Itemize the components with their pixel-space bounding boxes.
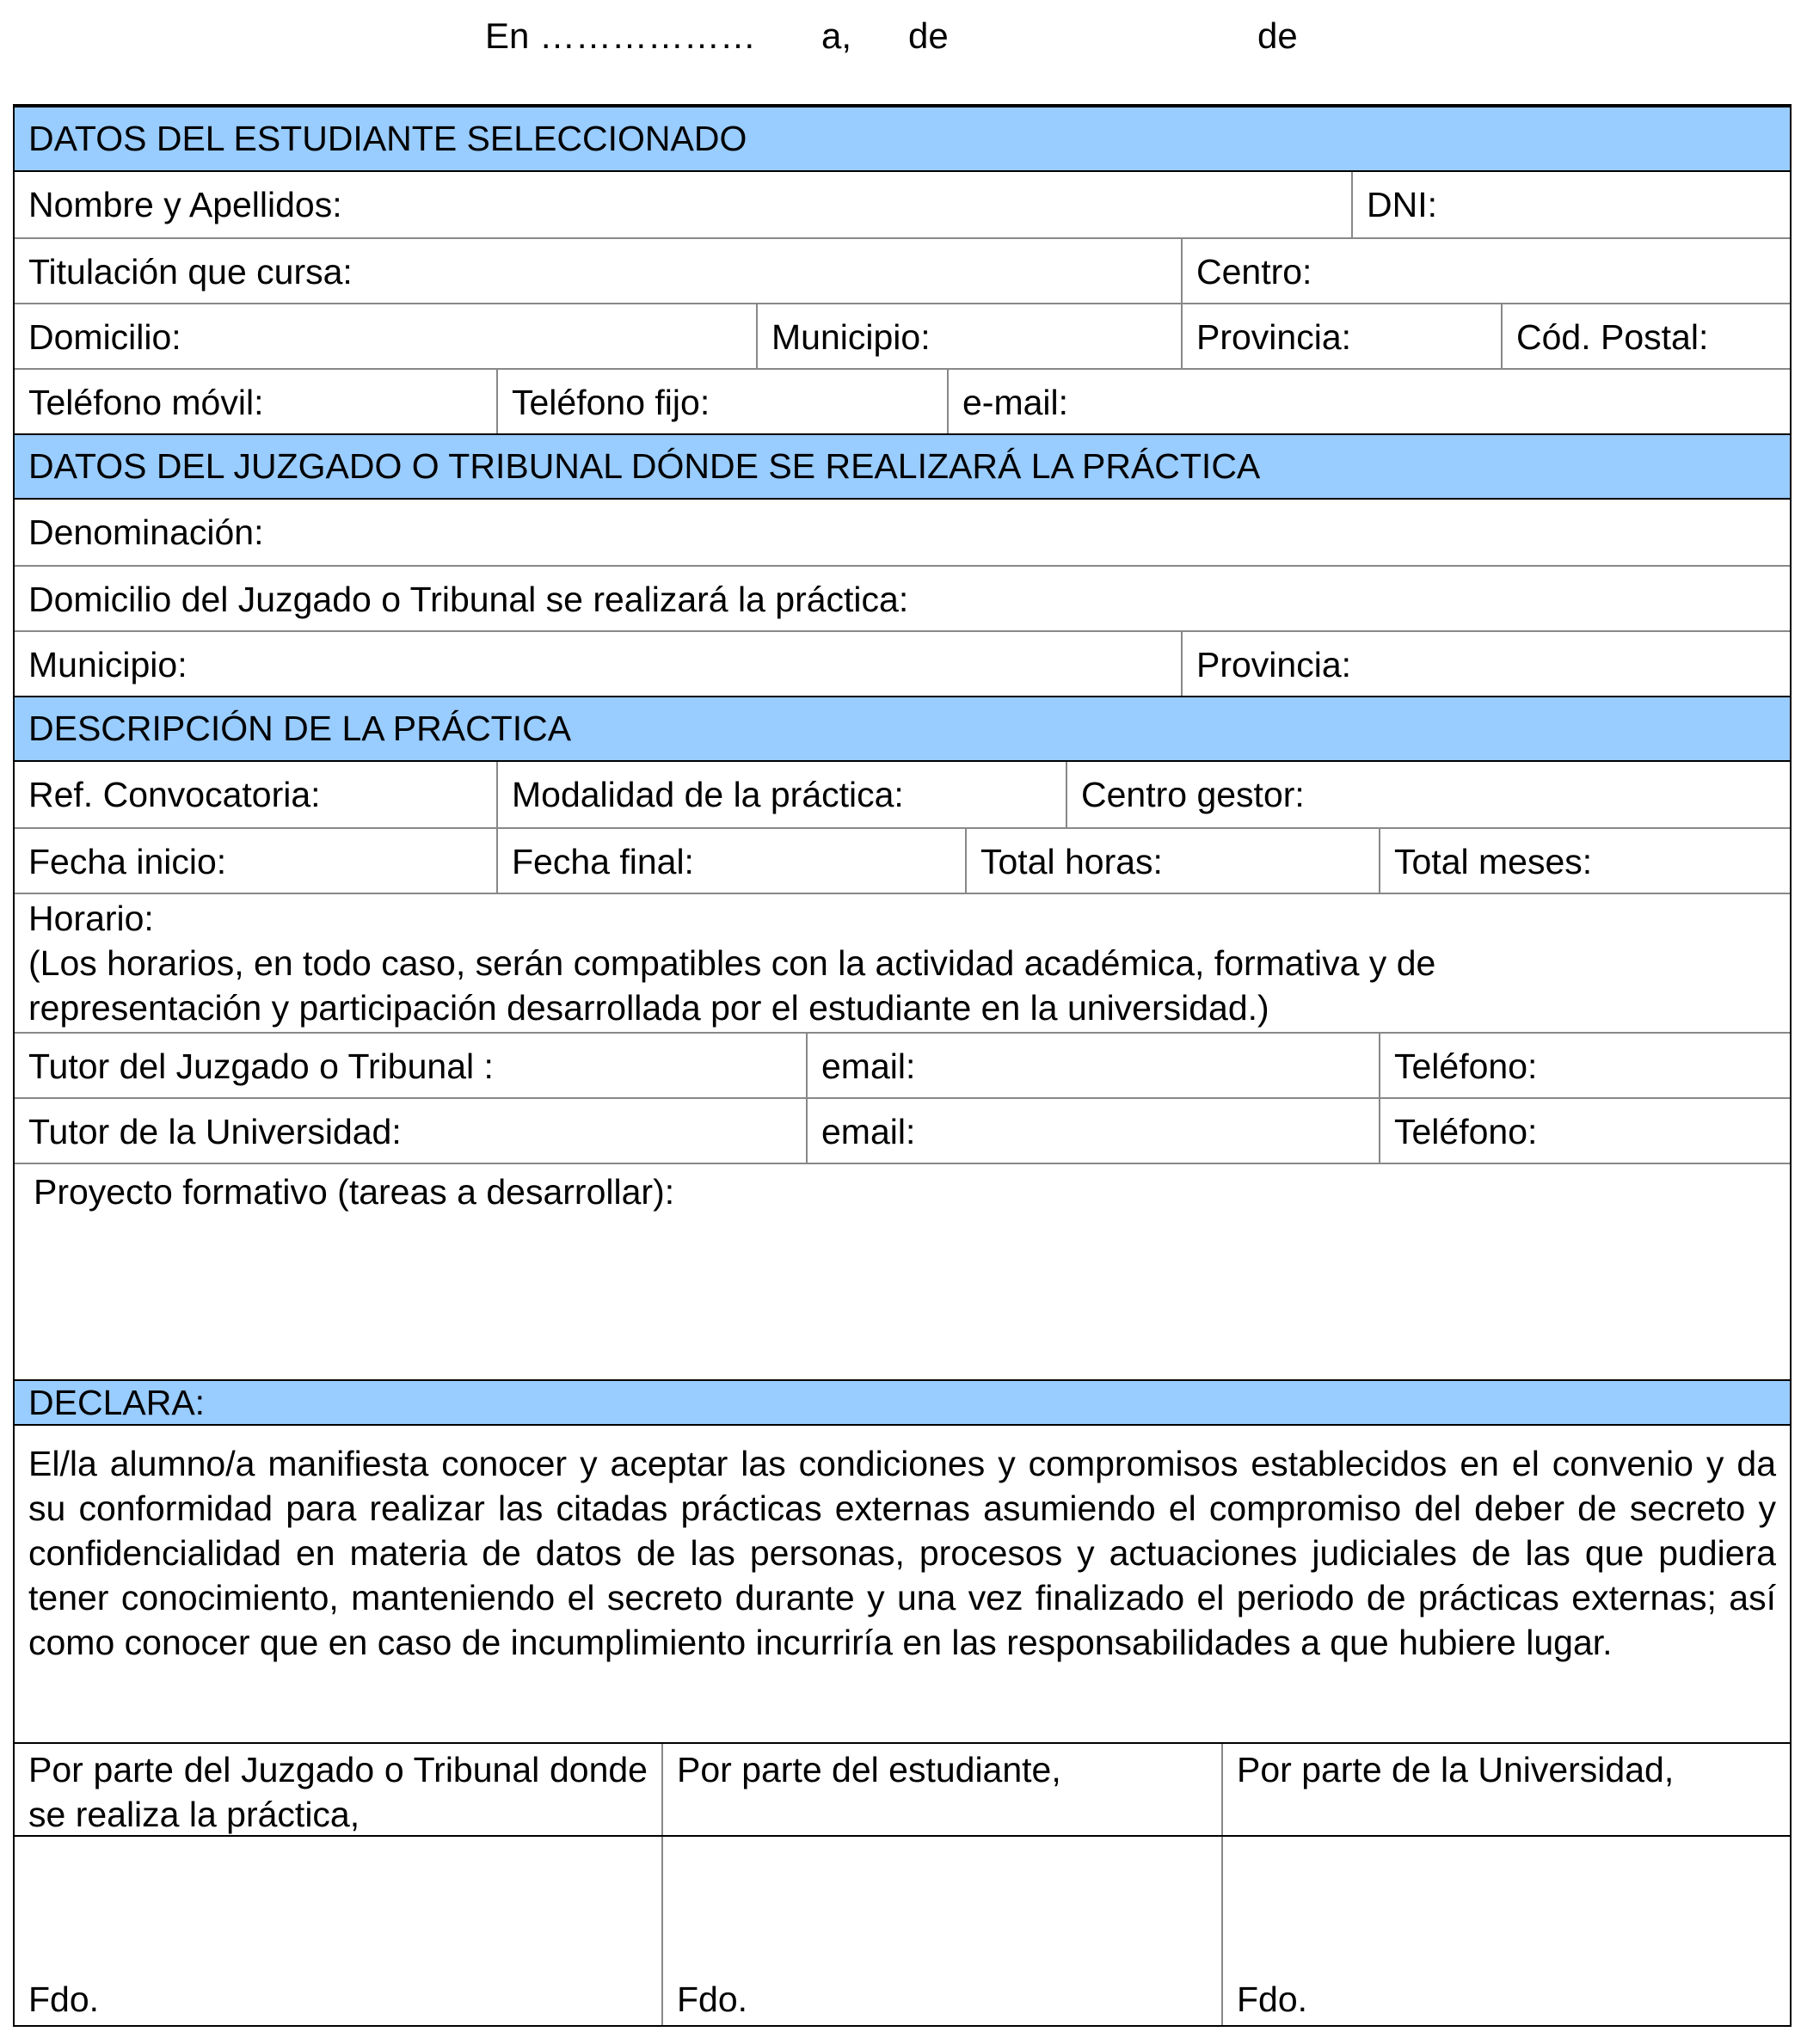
court-address-field[interactable]: Domicilio del Juzgado o Tribunal se realizará la práctica:	[28, 580, 909, 619]
date-de-2: de	[1257, 15, 1298, 56]
project-field[interactable]: Proyecto formativo (tareas a desarrollar):	[34, 1172, 675, 1212]
court-tutor-field[interactable]: Tutor del Juzgado o Tribunal :	[28, 1047, 494, 1086]
municipality-field[interactable]: Municipio:	[756, 304, 1181, 368]
declara-section-header	[15, 1379, 1790, 1426]
court-section-header	[15, 433, 1790, 500]
schedule-note-line-2: representación y participación desarrollada por el estudiante en la universidad.)	[28, 988, 1269, 1028]
student-section-header	[15, 106, 1790, 172]
schedule-field[interactable]	[15, 894, 1790, 1032]
managing-centre-field[interactable]: Centro gestor:	[1066, 762, 1790, 827]
schedule-label: Horario:	[28, 899, 154, 938]
fdo-university: Fdo.	[1237, 1980, 1308, 2019]
centre-field[interactable]: Centro:	[1181, 239, 1790, 303]
practice-row-schedule	[15, 893, 1790, 1032]
signature-court-label: Por parte del Juzgado o Tribunal donde se realiza la práctica,	[28, 1750, 648, 1834]
total-months-field[interactable]: Total meses:	[1379, 829, 1790, 893]
court-row-address	[15, 565, 1790, 630]
signature-header-row	[15, 1742, 1790, 1835]
uni-tutor-field[interactable]: Tutor de la Universidad:	[28, 1112, 402, 1151]
signature-student-label: Por parte del estudiante,	[661, 1744, 1221, 1835]
address-field[interactable]: Domicilio:	[28, 317, 181, 357]
court-province-field[interactable]: Provincia:	[1181, 632, 1790, 696]
practice-row-project	[15, 1163, 1790, 1379]
section-title: DATOS DEL ESTUDIANTE SELECCIONADO	[28, 119, 747, 158]
degree-field[interactable]: Titulación que cursa:	[28, 252, 353, 292]
uni-tutor-phone-field[interactable]: Teléfono:	[1379, 1099, 1790, 1163]
section-title: DECLARA:	[28, 1383, 206, 1422]
section-title: DESCRIPCIÓN DE LA PRÁCTICA	[28, 709, 572, 748]
practice-row-court-tutor	[15, 1032, 1790, 1097]
student-row-contact	[15, 368, 1790, 433]
signature-university-box[interactable]	[1221, 1837, 1790, 2025]
date-line	[0, 10, 1807, 62]
uni-tutor-email-field[interactable]: email:	[806, 1099, 1379, 1163]
landline-field[interactable]: Teléfono fijo:	[496, 370, 947, 433]
court-name-field[interactable]: Denominación:	[28, 513, 264, 552]
practice-row-ref	[15, 762, 1790, 827]
signature-fdo-row	[15, 1835, 1790, 2025]
court-tutor-phone-field[interactable]: Teléfono:	[1379, 1034, 1790, 1097]
section-title: DATOS DEL JUZGADO O TRIBUNAL DÓNDE SE REALIZARÁ LA PRÁCTICA	[28, 446, 1261, 486]
fdo-court: Fdo.	[28, 1980, 100, 2019]
name-field[interactable]: Nombre y Apellidos:	[28, 185, 342, 224]
start-date-field[interactable]: Fecha inicio:	[28, 842, 227, 881]
practice-row-dates	[15, 827, 1790, 893]
date-a: a,	[821, 15, 852, 56]
postal-code-field[interactable]: Cód. Postal:	[1501, 304, 1790, 368]
declaration-text: El/la alumno/a manifiesta conocer y aceptar las condiciones y compromisos establecidos en el convenio y da su conformidad para realizar las citadas prácticas externas asumiendo el compromiso del deber de secreto y confidencialidad en materia de datos de las personas, procesos y actuaciones judiciales de las que pudiera tener conocimiento, manteniendo el secreto durante y una vez finalizado el periodo de prácticas externas; así como conocer que en caso de incumplimiento incurriría en las responsabilidades a que hubiere lugar.	[28, 1444, 1776, 1662]
court-row-location	[15, 630, 1790, 696]
total-hours-field[interactable]: Total horas:	[965, 829, 1379, 893]
court-row-name	[15, 500, 1790, 565]
court-tutor-email-field[interactable]: email:	[806, 1034, 1379, 1097]
practice-form	[13, 104, 1792, 2027]
student-row-degree	[15, 237, 1790, 303]
fdo-student: Fdo.	[677, 1980, 748, 2019]
call-ref-field[interactable]: Ref. Convocatoria:	[28, 775, 321, 814]
email-field[interactable]: e-mail:	[947, 370, 1790, 433]
practice-row-uni-tutor	[15, 1097, 1790, 1163]
end-date-field[interactable]: Fecha final:	[496, 829, 965, 893]
date-de-1: de	[908, 15, 949, 56]
schedule-note-line-1: (Los horarios, en todo caso, serán compatibles con la actividad académica, formativa y de	[28, 943, 1436, 983]
dni-field[interactable]: DNI:	[1351, 172, 1790, 237]
date-place: En ………………	[485, 15, 757, 56]
mobile-field[interactable]: Teléfono móvil:	[28, 383, 264, 422]
student-row-address	[15, 303, 1790, 368]
signature-university-label: Por parte de la Universidad,	[1221, 1744, 1790, 1835]
modality-field[interactable]: Modalidad de la práctica:	[496, 762, 1066, 827]
signature-student-box[interactable]	[661, 1837, 1221, 2025]
student-row-name	[15, 172, 1790, 237]
province-field[interactable]: Provincia:	[1181, 304, 1501, 368]
practice-section-header	[15, 696, 1790, 762]
signature-court-box[interactable]	[15, 1837, 661, 2025]
court-municipality-field[interactable]: Municipio:	[28, 645, 187, 684]
